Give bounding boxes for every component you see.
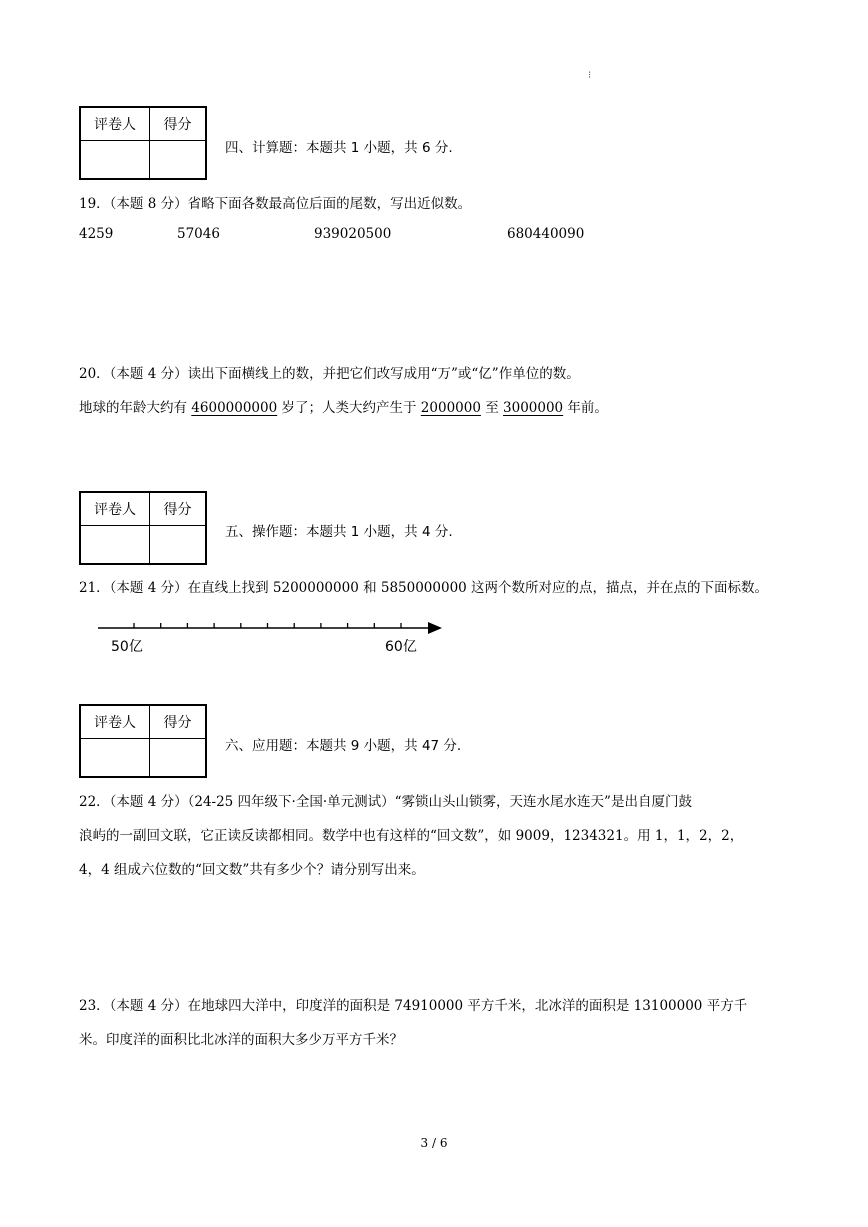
score-cell (150, 141, 207, 180)
number-item: 4259 (79, 226, 114, 242)
score-label: 得分 (150, 492, 207, 526)
score-cell (150, 739, 207, 778)
question-23-line-1: 23．（本题 4 分）在地球四大洋中，印度洋的面积是 74910000 平方千米，北冰洋的面积是 13100000 平方千 (79, 998, 748, 1014)
score-label: 得分 (150, 705, 207, 739)
sentence-part: 地球的年龄大约有 (79, 400, 192, 416)
grader-box-3 (79, 704, 207, 778)
number-item: 680440090 (507, 226, 585, 242)
number-line-start-label: 50亿 (111, 639, 143, 655)
grader-box-2 (79, 491, 207, 565)
question-22-line-1: 22．（本题 4 分）（24-25 四年级下·全国·单元测试）“雾锁山头山锁雾，天连水尾水连天”是出自厦门鼓 (79, 794, 692, 810)
question-19-text: 19．（本题 8 分）省略下面各数最高位后面的尾数，写出近似数。 (79, 196, 472, 212)
grader-cell (80, 739, 150, 778)
question-19-numbers (79, 226, 779, 246)
question-20-sentence (79, 396, 608, 416)
section-5-heading: 五、操作题：本题共 1 小题，共 4 分. (225, 524, 453, 540)
underlined-number: 3000000 (503, 400, 564, 416)
sentence-part: 至 (480, 400, 504, 416)
score-label: 得分 (150, 107, 207, 141)
grader-cell (80, 141, 150, 180)
sentence-part: 年前。 (563, 400, 608, 416)
grader-cell (80, 526, 150, 565)
underlined-number: 2000000 (420, 400, 481, 416)
underlined-number: 4600000000 (191, 400, 278, 416)
question-22-line-2: 浪屿的一副回文联，它正读反读都相同。数学中也有这样的“回文数”，如 9009，1234321。用 1，1，2，2， (79, 828, 744, 844)
grader-box-1 (79, 106, 207, 180)
number-item: 939020500 (314, 226, 392, 242)
section-4-heading: 四、计算题：本题共 1 小题，共 6 分. (225, 140, 453, 156)
arrow-icon (428, 622, 442, 634)
grader-label: 评卷人 (80, 107, 150, 141)
grader-label: 评卷人 (80, 705, 150, 739)
question-22-line-3: 4，4 组成六位数的“回文数”共有多少个？请分别写出来。 (79, 862, 425, 878)
question-20-text: 20．（本题 4 分）读出下面横线上的数，并把它们改写成用“万”或“亿”作单位的数。 (79, 366, 580, 382)
page-number: 3 / 6 (420, 1136, 448, 1150)
number-item: 57046 (177, 226, 220, 242)
number-line-end-label: 60亿 (385, 639, 417, 655)
sentence-part: 岁了；人类大约产生于 (277, 400, 421, 416)
grader-label: 评卷人 (80, 492, 150, 526)
top-marker: ⁝ (588, 70, 592, 81)
question-21-text: 21．（本题 4 分）在直线上找到 5200000000 和 5850000000 这两个数所对应的点，描点，并在点的下面标数。 (79, 580, 769, 596)
question-23-line-2: 米。印度洋的面积比北冰洋的面积大多少万平方千米？ (79, 1032, 403, 1048)
section-6-heading: 六、应用题：本题共 9 小题，共 47 分. (225, 738, 462, 754)
score-cell (150, 526, 207, 565)
